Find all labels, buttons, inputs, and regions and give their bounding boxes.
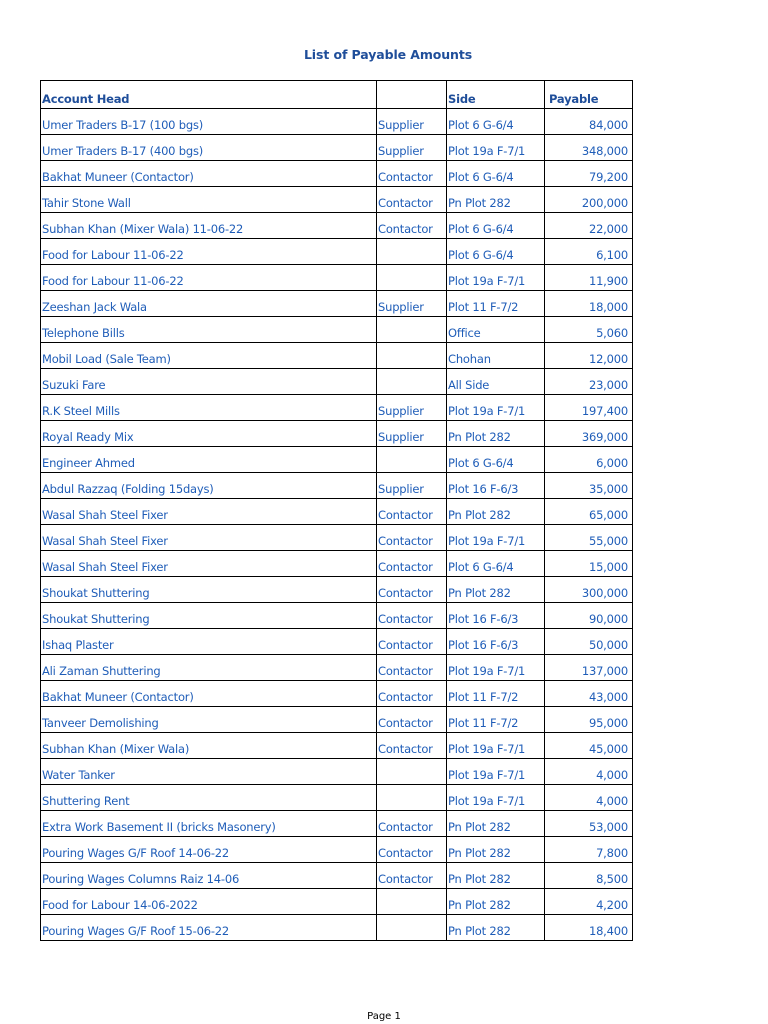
type-cell xyxy=(377,239,447,265)
payable-cell: 12,000 xyxy=(545,343,633,369)
account-head-cell: Ishaq Plaster xyxy=(41,629,377,655)
account-head-cell: Umer Traders B-17 (400 bgs) xyxy=(41,135,377,161)
type-cell xyxy=(377,369,447,395)
type-cell xyxy=(377,265,447,291)
type-cell: Contactor xyxy=(377,187,447,213)
table-row xyxy=(41,343,633,369)
side-cell: Plot 19a F-7/1 xyxy=(447,525,545,551)
account-head-cell: Food for Labour 11-06-22 xyxy=(41,239,377,265)
payable-cell: 43,000 xyxy=(545,681,633,707)
account-head-cell: Abdul Razzaq (Folding 15days) xyxy=(41,473,377,499)
payable-cell: 300,000 xyxy=(545,577,633,603)
side-cell: Pn Plot 282 xyxy=(447,915,545,941)
type-cell: Contactor xyxy=(377,499,447,525)
table-row xyxy=(41,525,633,551)
account-head-cell: Wasal Shah Steel Fixer xyxy=(41,551,377,577)
account-head-cell: Mobil Load (Sale Team) xyxy=(41,343,377,369)
payable-cell: 90,000 xyxy=(545,603,633,629)
type-cell xyxy=(377,889,447,915)
payables-table xyxy=(40,80,633,941)
account-head-cell: Suzuki Fare xyxy=(41,369,377,395)
type-cell: Contactor xyxy=(377,551,447,577)
type-cell: Contactor xyxy=(377,863,447,889)
side-cell: Plot 19a F-7/1 xyxy=(447,265,545,291)
header-payable: Payable xyxy=(545,81,633,109)
side-cell: Office xyxy=(447,317,545,343)
payable-cell: 18,000 xyxy=(545,291,633,317)
type-cell: Contactor xyxy=(377,811,447,837)
account-head-cell: Ali Zaman Shuttering xyxy=(41,655,377,681)
table-row xyxy=(41,863,633,889)
account-head-cell: Water Tanker xyxy=(41,759,377,785)
side-cell: Pn Plot 282 xyxy=(447,421,545,447)
table-row xyxy=(41,317,633,343)
type-cell xyxy=(377,343,447,369)
side-cell: Plot 11 F-7/2 xyxy=(447,291,545,317)
table-row xyxy=(41,291,633,317)
type-cell xyxy=(377,447,447,473)
type-cell: Contactor xyxy=(377,837,447,863)
header-account-head: Account Head xyxy=(41,81,377,109)
account-head-cell: Engineer Ahmed xyxy=(41,447,377,473)
account-head-cell: Subhan Khan (Mixer Wala) xyxy=(41,733,377,759)
payable-cell: 5,060 xyxy=(545,317,633,343)
side-cell: Plot 6 G-6/4 xyxy=(447,213,545,239)
side-cell: Pn Plot 282 xyxy=(447,187,545,213)
side-cell: Plot 19a F-7/1 xyxy=(447,655,545,681)
table-row xyxy=(41,655,633,681)
table-row xyxy=(41,369,633,395)
payable-cell: 348,000 xyxy=(545,135,633,161)
side-cell: Pn Plot 282 xyxy=(447,499,545,525)
account-head-cell: Tahir Stone Wall xyxy=(41,187,377,213)
payable-cell: 35,000 xyxy=(545,473,633,499)
type-cell: Contactor xyxy=(377,655,447,681)
side-cell: Plot 6 G-6/4 xyxy=(447,239,545,265)
side-cell: Pn Plot 282 xyxy=(447,863,545,889)
side-cell: All Side xyxy=(447,369,545,395)
payable-cell: 369,000 xyxy=(545,421,633,447)
payable-cell: 55,000 xyxy=(545,525,633,551)
type-cell: Supplier xyxy=(377,135,447,161)
table-row xyxy=(41,421,633,447)
type-cell: Contactor xyxy=(377,603,447,629)
payable-cell: 197,400 xyxy=(545,395,633,421)
side-cell: Plot 19a F-7/1 xyxy=(447,759,545,785)
account-head-cell: Subhan Khan (Mixer Wala) 11-06-22 xyxy=(41,213,377,239)
type-cell xyxy=(377,759,447,785)
type-cell xyxy=(377,317,447,343)
type-cell: Contactor xyxy=(377,525,447,551)
side-cell: Plot 11 F-7/2 xyxy=(447,707,545,733)
table-row xyxy=(41,629,633,655)
table-row xyxy=(41,603,633,629)
payable-cell: 50,000 xyxy=(545,629,633,655)
table-row xyxy=(41,837,633,863)
side-cell: Pn Plot 282 xyxy=(447,837,545,863)
account-head-cell: Telephone Bills xyxy=(41,317,377,343)
payable-cell: 23,000 xyxy=(545,369,633,395)
side-cell: Plot 16 F-6/3 xyxy=(447,603,545,629)
table-row xyxy=(41,161,633,187)
table-row xyxy=(41,239,633,265)
account-head-cell: Pouring Wages Columns Raiz 14-06 xyxy=(41,863,377,889)
type-cell xyxy=(377,785,447,811)
table-row xyxy=(41,681,633,707)
table-row xyxy=(41,395,633,421)
type-cell: Contactor xyxy=(377,629,447,655)
account-head-cell: Shoukat Shuttering xyxy=(41,577,377,603)
account-head-cell: Bakhat Muneer (Contactor) xyxy=(41,681,377,707)
page-number: Page 1 xyxy=(367,1011,401,1022)
side-cell: Plot 19a F-7/1 xyxy=(447,733,545,759)
account-head-cell: Umer Traders B-17 (100 bgs) xyxy=(41,109,377,135)
table-row xyxy=(41,811,633,837)
table-row xyxy=(41,577,633,603)
side-cell: Pn Plot 282 xyxy=(447,811,545,837)
payable-cell: 22,000 xyxy=(545,213,633,239)
table-row xyxy=(41,473,633,499)
account-head-cell: Zeeshan Jack Wala xyxy=(41,291,377,317)
table-row xyxy=(41,707,633,733)
side-cell: Plot 6 G-6/4 xyxy=(447,447,545,473)
type-cell: Supplier xyxy=(377,109,447,135)
table-row xyxy=(41,759,633,785)
type-cell: Contactor xyxy=(377,577,447,603)
table-row xyxy=(41,109,633,135)
table-row xyxy=(41,733,633,759)
type-cell: Supplier xyxy=(377,291,447,317)
type-cell: Contactor xyxy=(377,161,447,187)
type-cell: Contactor xyxy=(377,707,447,733)
side-cell: Plot 16 F-6/3 xyxy=(447,629,545,655)
table-row xyxy=(41,785,633,811)
page-title: List of Payable Amounts xyxy=(303,47,473,62)
header-side: Side xyxy=(447,81,545,109)
type-cell: Supplier xyxy=(377,421,447,447)
payable-cell: 6,000 xyxy=(545,447,633,473)
side-cell: Plot 6 G-6/4 xyxy=(447,161,545,187)
table-row xyxy=(41,499,633,525)
payable-cell: 53,000 xyxy=(545,811,633,837)
payable-cell: 4,000 xyxy=(545,785,633,811)
payable-cell: 11,900 xyxy=(545,265,633,291)
table-row xyxy=(41,551,633,577)
account-head-cell: Extra Work Basement II (bricks Masonery) xyxy=(41,811,377,837)
account-head-cell: R.K Steel Mills xyxy=(41,395,377,421)
payable-cell: 65,000 xyxy=(545,499,633,525)
account-head-cell: Tanveer Demolishing xyxy=(41,707,377,733)
header-type xyxy=(377,81,447,109)
payable-cell: 84,000 xyxy=(545,109,633,135)
account-head-cell: Wasal Shah Steel Fixer xyxy=(41,499,377,525)
header-row xyxy=(41,81,633,109)
payable-cell: 7,800 xyxy=(545,837,633,863)
type-cell xyxy=(377,915,447,941)
account-head-cell: Food for Labour 11-06-22 xyxy=(41,265,377,291)
payable-cell: 6,100 xyxy=(545,239,633,265)
side-cell: Pn Plot 282 xyxy=(447,889,545,915)
table-row xyxy=(41,265,633,291)
side-cell: Pn Plot 282 xyxy=(447,577,545,603)
table-row xyxy=(41,915,633,941)
payable-cell: 8,500 xyxy=(545,863,633,889)
account-head-cell: Wasal Shah Steel Fixer xyxy=(41,525,377,551)
payable-cell: 4,200 xyxy=(545,889,633,915)
account-head-cell: Royal Ready Mix xyxy=(41,421,377,447)
table-row xyxy=(41,889,633,915)
account-head-cell: Food for Labour 14-06-2022 xyxy=(41,889,377,915)
side-cell: Plot 19a F-7/1 xyxy=(447,135,545,161)
account-head-cell: Shoukat Shuttering xyxy=(41,603,377,629)
side-cell: Plot 16 F-6/3 xyxy=(447,473,545,499)
payable-cell: 79,200 xyxy=(545,161,633,187)
side-cell: Plot 11 F-7/2 xyxy=(447,681,545,707)
payable-cell: 4,000 xyxy=(545,759,633,785)
payable-cell: 45,000 xyxy=(545,733,633,759)
type-cell: Contactor xyxy=(377,681,447,707)
side-cell: Plot 6 G-6/4 xyxy=(447,551,545,577)
account-head-cell: Shuttering Rent xyxy=(41,785,377,811)
account-head-cell: Bakhat Muneer (Contactor) xyxy=(41,161,377,187)
type-cell: Contactor xyxy=(377,213,447,239)
payable-cell: 95,000 xyxy=(545,707,633,733)
table-row xyxy=(41,187,633,213)
side-cell: Plot 6 G-6/4 xyxy=(447,109,545,135)
side-cell: Plot 19a F-7/1 xyxy=(447,395,545,421)
payable-cell: 137,000 xyxy=(545,655,633,681)
account-head-cell: Pouring Wages G/F Roof 14-06-22 xyxy=(41,837,377,863)
side-cell: Plot 19a F-7/1 xyxy=(447,785,545,811)
type-cell: Contactor xyxy=(377,733,447,759)
account-head-cell: Pouring Wages G/F Roof 15-06-22 xyxy=(41,915,377,941)
table-row xyxy=(41,213,633,239)
payable-cell: 15,000 xyxy=(545,551,633,577)
payable-cell: 18,400 xyxy=(545,915,633,941)
table-row xyxy=(41,447,633,473)
type-cell: Supplier xyxy=(377,395,447,421)
side-cell: Chohan xyxy=(447,343,545,369)
table-row xyxy=(41,135,633,161)
type-cell: Supplier xyxy=(377,473,447,499)
payable-cell: 200,000 xyxy=(545,187,633,213)
